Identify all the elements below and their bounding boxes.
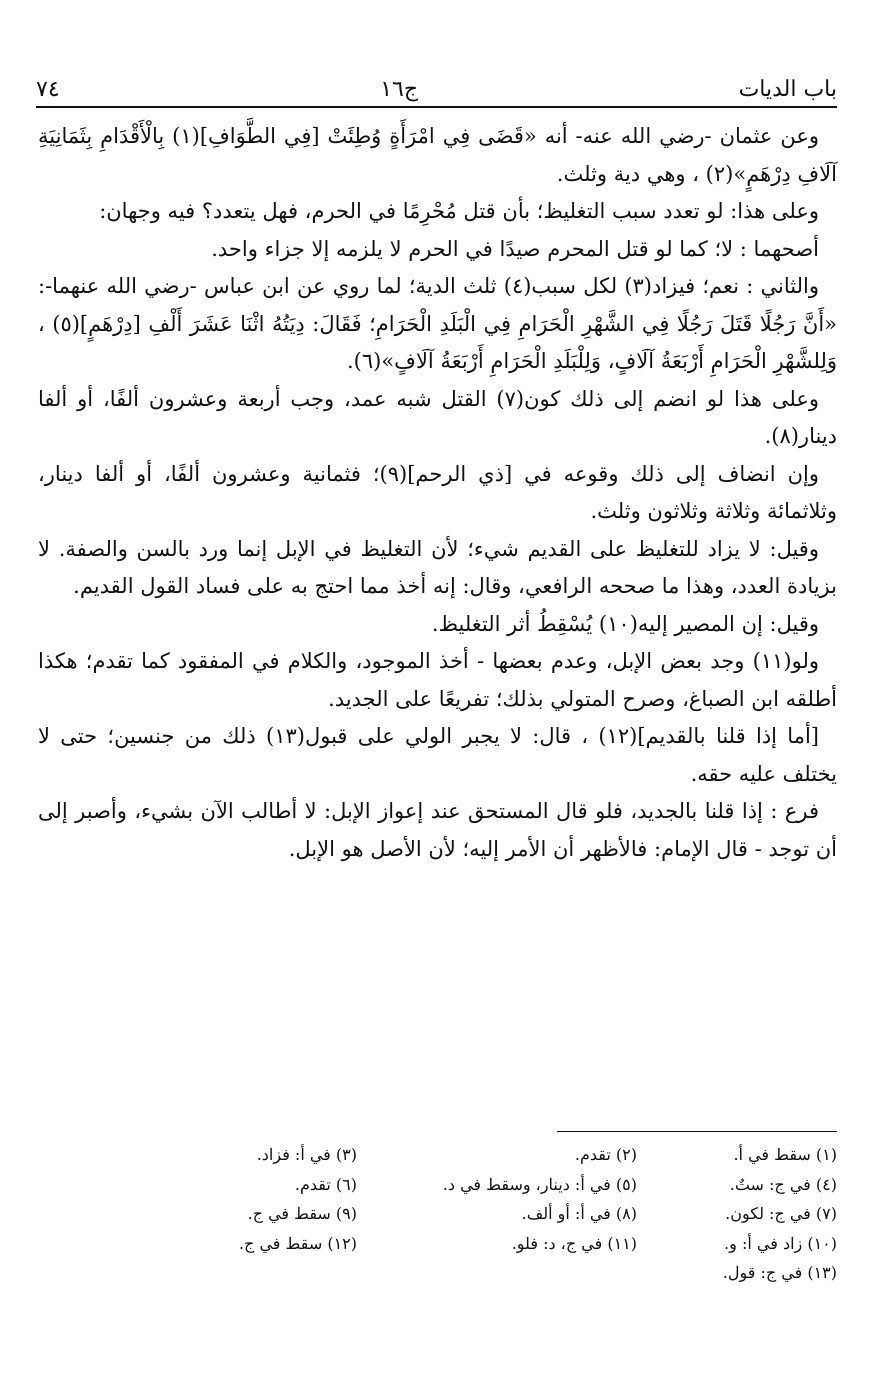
running-header (36, 62, 837, 102)
paragraph: وقيل: لا يزاد للتغليظ على القديم شيء؛ لأن التغليظ في الإبل إنما ورد بالسن والصفة. لا بزيادة العدد، وهذا ما صححه الرافعي، وقال: إنه أخذ مما احتج به على فساد القول القديم. (38, 536, 837, 598)
paragraph: أصحهما : لا؛ كما لو قتل المحرم صيدًا في الحرم لا يلزمه إلا جزاء واحد. (211, 236, 819, 261)
paragraph: ولو(١١) وجد بعض الإبل، وعدم بعضها - أخذ الموجود، والكلام في المفقود كما تقدم؛ هكذا أطلقه ابن الصباغ، وصرح المتولي بذلك؛ تفريعًا على الجديد. (38, 649, 837, 711)
paragraph: فرع : إذا قلنا بالجديد، فلو قال المستحق عند إعواز الإبل: لا أطالب الآن بشيء، وأصبر إلى أن توجد - قال الإمام: فالأظهر أن الأمر إليه؛ لأن الأصل هو الإبل. (38, 799, 837, 861)
footnote-row (40, 1170, 837, 1200)
footnote-row (40, 1140, 837, 1170)
header-rule (36, 106, 837, 108)
main-text (38, 118, 837, 868)
page-number: ٧٤ (36, 77, 60, 102)
footnote-row (40, 1199, 837, 1229)
chapter-title: باب الديات (738, 77, 837, 102)
footnote: (٣) في أ: فزاد. (256, 1145, 357, 1164)
footnote (357, 1258, 637, 1288)
footnote-row (40, 1258, 837, 1288)
footnote: (٤) في ج: ستٌ. (729, 1174, 837, 1194)
paragraph: وعن عثمان -رضي الله عنه- أنه «قَضَى فِي امْرَأَةٍ وُطِئَتْ [فِي الطَّوَافِ](١) بِالْأَقْدَامِ بِثَمَانِيَةِ آلَافِ دِرْهَمٍ»(٢) ، وهي دية وثلث. (38, 124, 837, 186)
footnotes (40, 1140, 837, 1288)
paragraph: وقيل: إن المصير إليه(١٠) يُسْقِطُ أثر التغليظ. (431, 611, 819, 636)
footnote: (١) سقط في أ. (733, 1145, 837, 1164)
footnote-rule (557, 1131, 837, 1132)
footnote: (١٠) زاد في أ: و. (724, 1233, 837, 1253)
paragraph: [أما إذا قلنا بالقديم](١٢) ، قال: لا يجبر الولي على قبول(١٣) ذلك من جنسين؛ حتى لا يختلف عليه حقه. (38, 724, 837, 786)
paragraph: وإن انضاف إلى ذلك وقوعه في [ذي الرحم](٩)؛ فثمانية وعشرون ألفًا، أو ألفا دينار، وثلاثمائة وثلاثة وثلاثون وثلث. (38, 461, 837, 523)
footnote: (٥) في أ: دينار، وسقط في د. (442, 1174, 637, 1194)
footnote: (١١) في ج، د: فلو. (511, 1233, 637, 1253)
footnote-row (40, 1229, 837, 1259)
volume-label: ج١٦ (380, 77, 419, 102)
footnote: (٢) تقدم. (574, 1145, 637, 1164)
paragraph: وعلى هذا: لو تعدد سبب التغليظ؛ بأن قتل مُحْرِمًا في الحرم، فهل يتعدد؟ فيه وجهان: (99, 199, 819, 223)
footnote: (٦) تقدم. (294, 1174, 357, 1194)
paragraph: وعلى هذا لو انضم إلى ذلك كون(٧) القتل شبه عمد، وجب أربعة وعشرون ألفًا، أو ألفا دينار(٨). (38, 386, 837, 448)
footnote (40, 1258, 357, 1288)
paragraph: والثاني : نعم؛ فيزاد(٣) لكل سبب(٤) ثلث الدية؛ لما روي عن ابن عباس -رضي الله عنهما-: «أَنَّ رَجُلًا قَتَلَ رَجُلًا فِي الشَّهْرِ الْحَرَامِ فِي الْبَلَدِ الْحَرَامِ؛ فَقَالَ: دِيَتُهُ اثْنَا عَشَرَ أَلْفِ [دِرْهَمٍ](٥) ، وَلِلشَّهْرِ الْحَرَامِ أَرْبَعَةُ آلَافٍ، وَلِلْبَلَدِ الْحَرَامِ أَرْبَعَةُ آلَافٍ»(٦). (38, 274, 837, 373)
footnote: (١٣) في ج: قول. (722, 1263, 837, 1282)
footnote: (٧) في ج: لكون. (725, 1204, 837, 1223)
footnote: (٨) في أ: أو ألف. (521, 1204, 637, 1223)
footnote: (٩) سقط في ج. (247, 1204, 357, 1223)
footnote: (١٢) سقط في ج. (238, 1233, 357, 1253)
